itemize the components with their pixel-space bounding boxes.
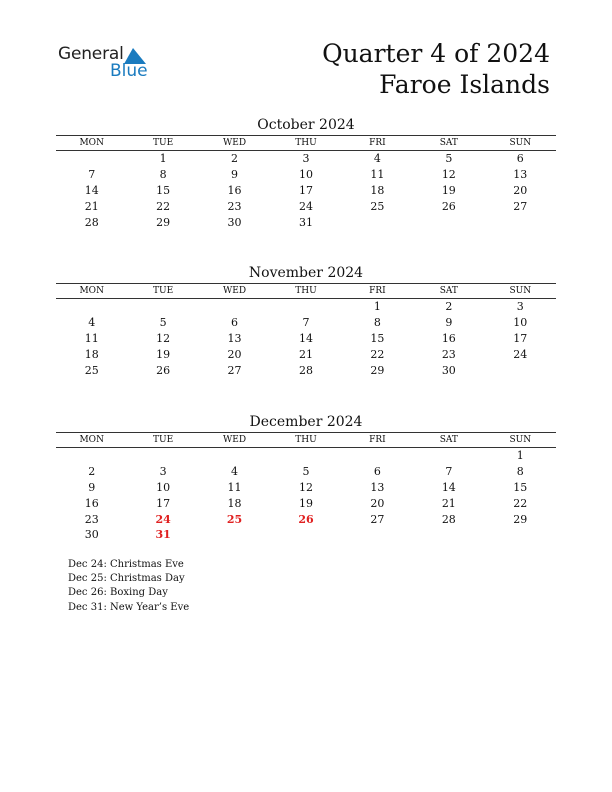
day-cell: 18 [370, 183, 385, 197]
empty-day-cell [199, 527, 270, 543]
day-cell: 15 [513, 480, 528, 494]
weekday-header: SUN [485, 433, 556, 448]
day-cell: 27 [513, 199, 528, 213]
weekday-header: SUN [485, 136, 556, 151]
day-cell: 22 [513, 496, 528, 510]
empty-day-cell [413, 214, 484, 230]
day-cell: 28 [441, 512, 456, 526]
day-cell: 13 [227, 331, 242, 345]
day-cell: 18 [84, 347, 99, 361]
weekday-header: SAT [413, 136, 484, 151]
week-row [56, 151, 556, 167]
empty-day-cell [413, 448, 484, 464]
day-cell: 3 [159, 465, 167, 479]
weekday-header: MON [56, 433, 127, 448]
week-row [56, 346, 556, 362]
day-cell: 29 [156, 215, 171, 229]
empty-day-cell [56, 151, 127, 167]
day-cell: 19 [441, 183, 456, 197]
day-cell: 26 [441, 199, 456, 213]
day-cell: 2 [88, 465, 96, 479]
day-cell: 29 [370, 363, 385, 377]
empty-day-cell [485, 362, 556, 378]
weekday-header: TUE [127, 136, 198, 151]
week-row [56, 464, 556, 480]
week-row [56, 331, 556, 347]
weekday-header: SAT [413, 433, 484, 448]
weekday-header: WED [199, 433, 270, 448]
week-row [56, 448, 556, 464]
empty-day-cell [413, 527, 484, 543]
holiday-note: Dec 25: Christmas Day [68, 573, 185, 585]
day-cell: 28 [84, 215, 99, 229]
weekday-header: FRI [342, 433, 413, 448]
day-cell: 14 [441, 480, 456, 494]
day-cell: 20 [227, 347, 242, 361]
day-cell: 12 [441, 168, 456, 182]
empty-day-cell [56, 448, 127, 464]
day-cell: 19 [298, 496, 313, 510]
day-cell: 21 [298, 347, 313, 361]
day-cell: 4 [88, 316, 96, 330]
holiday-note: Dec 31: New Year’s Eve [68, 601, 190, 613]
month-december [56, 412, 556, 543]
weekday-header: FRI [342, 284, 413, 299]
day-cell: 12 [298, 480, 313, 494]
day-cell: 15 [156, 183, 171, 197]
empty-day-cell [270, 299, 341, 315]
day-cell: 4 [373, 152, 381, 166]
empty-day-cell [199, 448, 270, 464]
day-cell: 15 [370, 331, 385, 345]
empty-day-cell [127, 448, 198, 464]
day-cell: 17 [156, 496, 171, 510]
weekday-header: THU [270, 284, 341, 299]
day-cell: 13 [370, 480, 385, 494]
day-cell: 28 [298, 363, 313, 377]
day-cell: 1 [516, 449, 524, 463]
day-cell: 10 [156, 480, 171, 494]
day-cell: 7 [302, 316, 310, 330]
day-cell: 6 [231, 316, 239, 330]
week-row [56, 299, 556, 315]
brand-logo [58, 44, 168, 84]
empty-day-cell [342, 527, 413, 543]
day-cell: 10 [513, 316, 528, 330]
day-cell: 31 [298, 215, 313, 229]
week-row [56, 167, 556, 183]
day-cell: 9 [445, 316, 453, 330]
day-cell: 31 [155, 528, 171, 542]
day-cell: 2 [445, 300, 453, 314]
month-october [56, 115, 556, 230]
day-cell: 5 [159, 316, 167, 330]
day-cell: 24 [155, 512, 171, 526]
day-cell: 12 [156, 331, 171, 345]
week-row [56, 511, 556, 527]
week-row [56, 495, 556, 511]
day-cell: 13 [513, 168, 528, 182]
day-cell: 3 [516, 300, 524, 314]
weekday-header: TUE [127, 284, 198, 299]
week-row [56, 527, 556, 543]
day-cell: 8 [516, 465, 524, 479]
week-row [56, 183, 556, 199]
week-row [56, 198, 556, 214]
day-cell: 26 [298, 512, 314, 526]
day-cell: 29 [513, 512, 528, 526]
day-cell: 30 [227, 215, 242, 229]
month-title: December 2024 [249, 414, 363, 430]
empty-day-cell [270, 448, 341, 464]
day-cell: 27 [370, 512, 385, 526]
day-cell: 30 [84, 528, 99, 542]
day-cell: 6 [516, 152, 524, 166]
day-cell: 16 [227, 183, 242, 197]
month-november [56, 263, 556, 378]
week-row [56, 362, 556, 378]
holiday-note: Dec 26: Boxing Day [68, 587, 168, 599]
empty-day-cell [199, 299, 270, 315]
empty-day-cell [127, 299, 198, 315]
day-cell: 14 [84, 183, 99, 197]
day-cell: 2 [231, 152, 239, 166]
week-row [56, 480, 556, 496]
day-cell: 25 [226, 512, 243, 526]
day-cell: 16 [84, 496, 99, 510]
day-cell: 21 [441, 496, 456, 510]
day-cell: 27 [227, 363, 242, 377]
day-cell: 8 [373, 316, 381, 330]
day-cell: 9 [231, 168, 239, 182]
holiday-note: Dec 24: Christmas Eve [68, 559, 184, 570]
week-row [56, 315, 556, 331]
empty-day-cell [342, 448, 413, 464]
month-title: November 2024 [248, 265, 364, 281]
weekday-header: FRI [342, 136, 413, 151]
empty-day-cell [485, 214, 556, 230]
empty-day-cell [485, 527, 556, 543]
empty-day-cell [342, 214, 413, 230]
weekday-header: WED [199, 284, 270, 299]
day-cell: 23 [84, 512, 99, 526]
day-cell: 16 [441, 331, 456, 345]
day-cell: 21 [84, 199, 99, 213]
weekday-header: SAT [413, 284, 484, 299]
day-cell: 1 [373, 300, 381, 314]
day-cell: 18 [227, 496, 242, 510]
calendar-grid [56, 432, 556, 543]
day-cell: 11 [370, 168, 385, 182]
weekday-header: TUE [127, 433, 198, 448]
day-cell: 4 [231, 465, 239, 479]
day-cell: 24 [513, 347, 528, 361]
day-cell: 10 [298, 168, 313, 182]
empty-day-cell [56, 299, 127, 315]
weekday-header: WED [199, 136, 270, 151]
empty-day-cell [270, 527, 341, 543]
day-cell: 7 [445, 465, 453, 479]
day-cell: 30 [441, 363, 456, 377]
logo-text-blue: Blue [110, 61, 148, 81]
day-cell: 22 [156, 199, 171, 213]
day-cell: 23 [441, 347, 456, 361]
weekday-header: MON [56, 284, 127, 299]
day-cell: 26 [156, 363, 171, 377]
day-cell: 6 [373, 465, 381, 479]
calendar-grid [56, 283, 556, 378]
day-cell: 14 [298, 331, 313, 345]
weekday-header: MON [56, 136, 127, 151]
day-cell: 11 [84, 331, 99, 345]
day-cell: 3 [302, 152, 310, 166]
quarter-title: Quarter 4 of 2024 [322, 39, 550, 68]
day-cell: 20 [370, 496, 385, 510]
day-cell: 8 [159, 168, 167, 182]
page-title [322, 38, 550, 100]
weekday-header: SUN [485, 284, 556, 299]
week-row [56, 214, 556, 230]
day-cell: 5 [302, 465, 310, 479]
day-cell: 9 [88, 480, 96, 494]
day-cell: 25 [84, 363, 99, 377]
day-cell: 17 [513, 331, 528, 345]
day-cell: 23 [227, 199, 242, 213]
holiday-notes [68, 558, 189, 615]
logo-text-general: General [58, 44, 124, 64]
weekday-header: THU [270, 433, 341, 448]
day-cell: 25 [370, 199, 385, 213]
day-cell: 5 [445, 152, 453, 166]
month-title: October 2024 [257, 117, 355, 133]
day-cell: 22 [370, 347, 385, 361]
country-title: Faroe Islands [379, 70, 550, 99]
day-cell: 1 [159, 152, 167, 166]
weekday-header: THU [270, 136, 341, 151]
day-cell: 11 [227, 480, 242, 494]
day-cell: 19 [156, 347, 171, 361]
calendar-grid [56, 135, 556, 230]
day-cell: 7 [88, 168, 96, 182]
day-cell: 24 [298, 199, 313, 213]
day-cell: 17 [298, 183, 313, 197]
day-cell: 20 [513, 183, 528, 197]
